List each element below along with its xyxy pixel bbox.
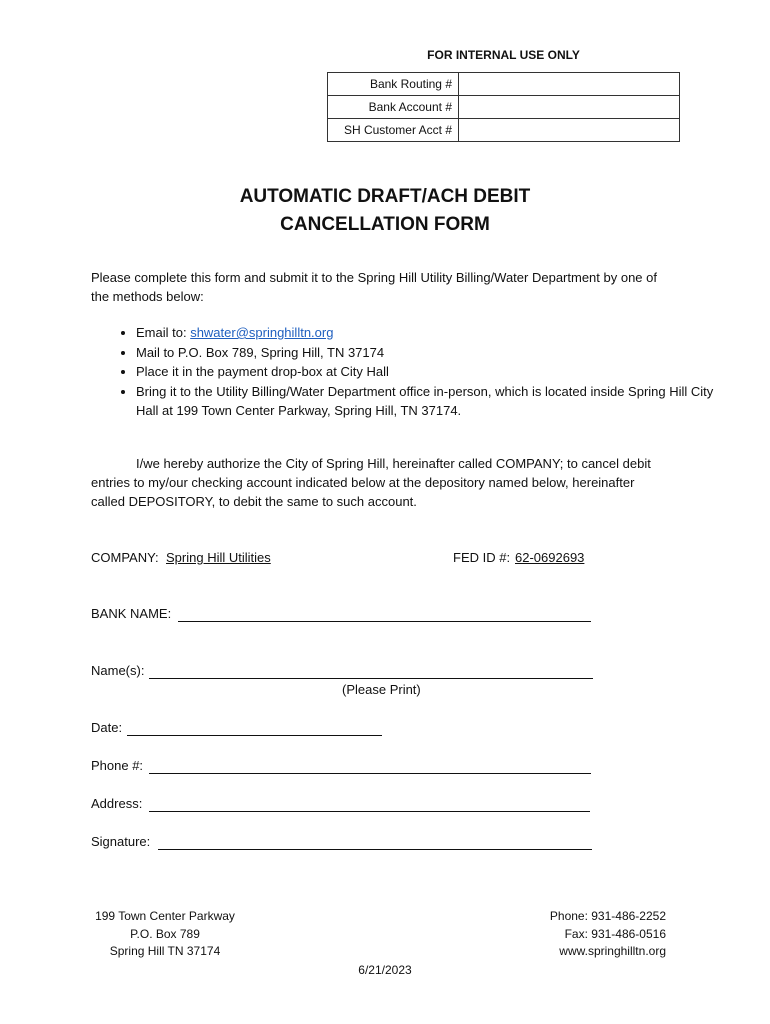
customer-acct-label: SH Customer Acct # [328,119,459,142]
phone-label: Phone #: [91,758,144,773]
bank-account-field[interactable] [459,96,680,119]
company-label: COMPANY: [91,550,159,565]
list-item: • Mail to P.O. Box 789, Spring Hill, TN 37174 [136,343,736,363]
bank-account-label: Bank Account # [328,96,459,119]
email-link[interactable]: shwater@springhilltn.org [190,325,334,340]
footer-address [80,908,250,961]
internal-use-table [327,72,680,142]
table-row [328,96,680,119]
footer-city: Spring Hill TN 37174 [109,944,221,958]
date-field[interactable] [127,735,382,736]
footer-date: 6/21/2023 [358,963,412,977]
authorization-paragraph: I/we hereby authorize the City of Spring Hill, hereinafter called COMPANY; to cancel debit entries to my/our checking account indicated below at the depository named below, hereinafter called DEPOSITORY, to debit the same to such account. [91,456,651,509]
methods-list [91,323,736,421]
names-field[interactable] [149,678,593,679]
list-item: • Place it in the payment drop-box at City Hall [136,362,736,382]
footer-fax: Fax: 931-486-0516 [564,926,666,941]
signature-label: Signature: [91,834,151,849]
customer-acct-field[interactable] [459,119,680,142]
bank-name-label: BANK NAME: [91,606,172,621]
footer-pobox: P.O. Box 789 [130,926,200,941]
bank-name-field[interactable] [178,621,591,622]
signature-field[interactable] [158,849,592,850]
intro-paragraph: Please complete this form and submit it to the Spring Hill Utility Billing/Water Department by one of the methods below: [91,270,657,304]
company-value: Spring Hill Utilities [166,550,271,565]
names-label: Name(s): [91,663,145,678]
fedid-label: FED ID #: [453,550,511,565]
address-label: Address: [91,796,143,811]
form-title-line1: AUTOMATIC DRAFT/ACH DEBIT [239,186,531,207]
phone-field[interactable] [149,773,591,774]
footer-website[interactable]: www.springhilltn.org [559,944,666,958]
address-field[interactable] [149,811,590,812]
list-item: • Bring it to the Utility Billing/Water Department office in-person, which is located inside Spring Hill City Hall at 199 Town Center Parkway, Spring Hill, TN 37174. [136,382,736,421]
internal-use-heading: FOR INTERNAL USE ONLY [427,48,580,62]
footer-street: 199 Town Center Parkway [95,909,235,923]
bank-routing-field[interactable] [459,73,680,96]
table-row [328,73,680,96]
table-row [328,119,680,142]
list-item [136,323,736,343]
fedid-value: 62-0692693 [515,550,585,565]
footer-contact [500,908,666,961]
names-hint: (Please Print) [342,682,421,697]
date-label: Date: [91,720,123,735]
bank-routing-label: Bank Routing # [328,73,459,96]
footer-phone: Phone: 931-486-2252 [549,909,666,923]
email-prefix: Email to: [136,325,191,340]
form-title-line2: CANCELLATION FORM [280,214,490,235]
